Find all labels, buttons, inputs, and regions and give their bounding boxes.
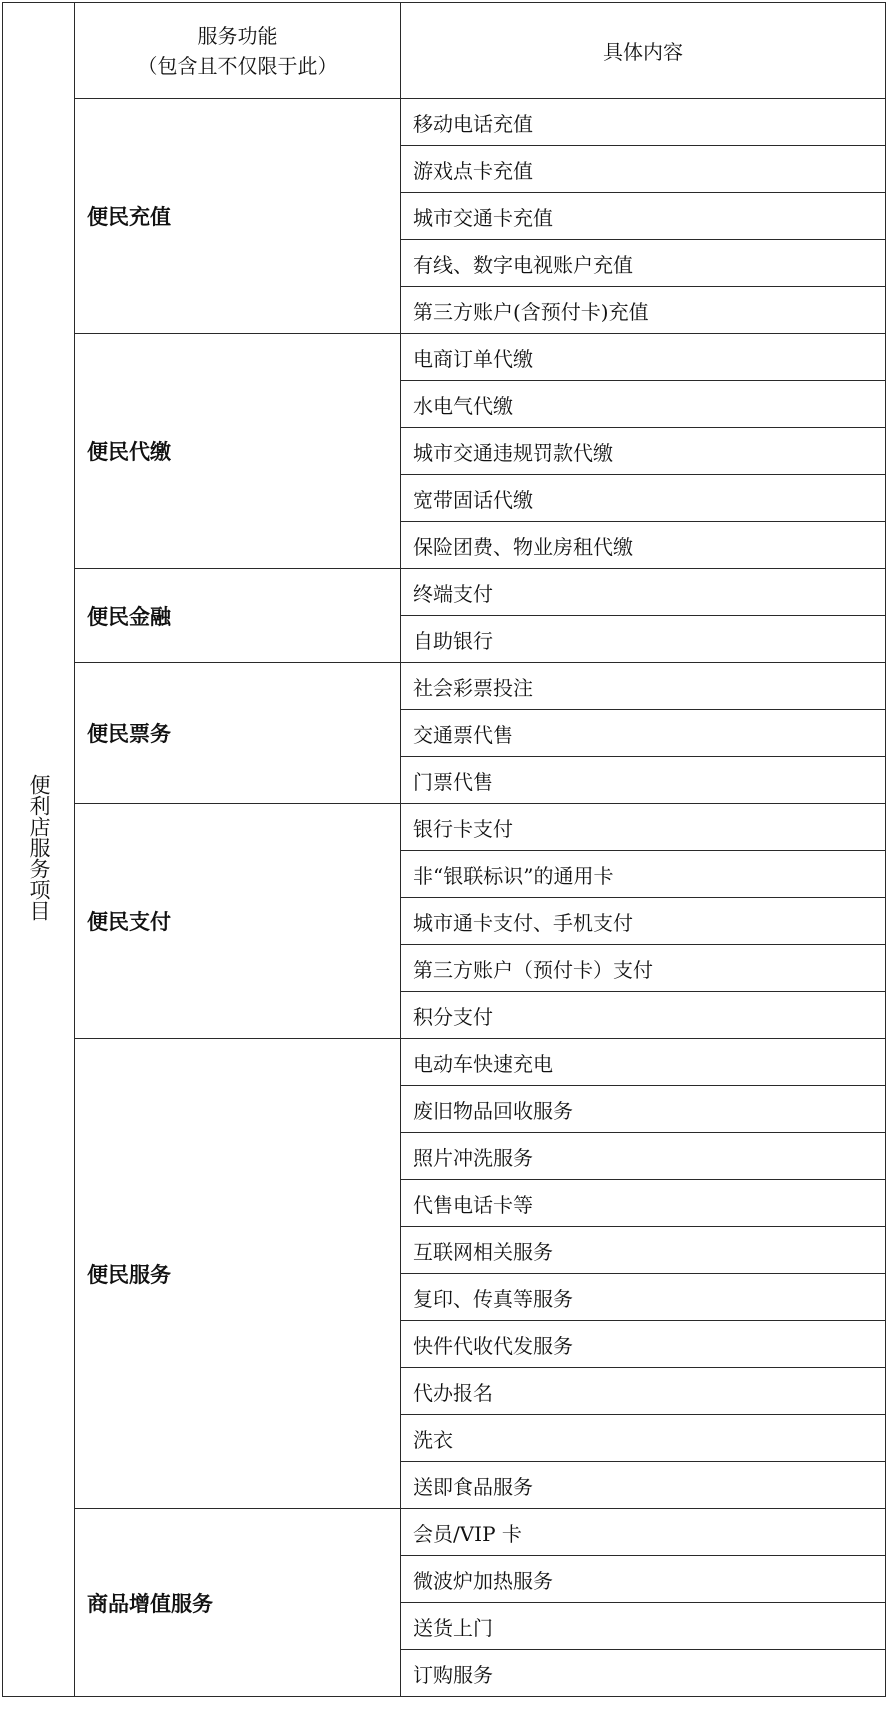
table-row [3, 1039, 886, 1086]
detail-cell: 移动电话充值 [401, 99, 886, 146]
header-function-title: 服务功能 [197, 23, 278, 48]
detail-cell: 第三方账户（预付卡）支付 [401, 945, 886, 992]
detail-cell: 送货上门 [401, 1603, 886, 1650]
detail-cell: 照片冲洗服务 [401, 1133, 886, 1180]
detail-cell: 废旧物品回收服务 [401, 1086, 886, 1133]
header-detail-title: 具体内容 [603, 40, 683, 64]
detail-cell: 积分支付 [401, 992, 886, 1039]
detail-cell: 互联网相关服务 [401, 1227, 886, 1274]
category-cell: 便民服务 [75, 1039, 401, 1509]
table-row [3, 804, 886, 851]
detail-cell: 订购服务 [401, 1650, 886, 1697]
detail-cell: 送即食品服务 [401, 1462, 886, 1509]
detail-cell: 城市交通违规罚款代缴 [401, 428, 886, 475]
header-function-note: （包含且不仅限于此） [137, 53, 338, 78]
detail-cell: 银行卡支付 [401, 804, 886, 851]
detail-cell: 宽带固话代缴 [401, 475, 886, 522]
side-label-cell [3, 3, 75, 1697]
table-body [3, 3, 886, 1697]
table-row [3, 1509, 886, 1556]
category-cell: 便民充值 [75, 99, 401, 334]
detail-cell: 非“银联标识”的通用卡 [401, 851, 886, 898]
category-cell: 便民支付 [75, 804, 401, 1039]
detail-cell: 电动车快速充电 [401, 1039, 886, 1086]
detail-cell: 复印、传真等服务 [401, 1274, 886, 1321]
detail-cell: 交通票代售 [401, 710, 886, 757]
detail-cell: 保险团费、物业房租代缴 [401, 522, 886, 569]
detail-cell: 代售电话卡等 [401, 1180, 886, 1227]
table-row [3, 663, 886, 710]
header-detail-cell [401, 3, 886, 99]
detail-cell: 微波炉加热服务 [401, 1556, 886, 1603]
category-cell: 便民代缴 [75, 334, 401, 569]
service-items-table [2, 2, 886, 1697]
category-cell: 便民金融 [75, 569, 401, 663]
table-row [3, 334, 886, 381]
detail-cell: 城市交通卡充值 [401, 193, 886, 240]
category-cell: 便民票务 [75, 663, 401, 804]
detail-cell: 自助银行 [401, 616, 886, 663]
table-row [3, 99, 886, 146]
detail-cell: 城市通卡支付、手机支付 [401, 898, 886, 945]
detail-cell: 会员/VIP 卡 [401, 1509, 886, 1556]
side-label: 便利店服务项目 [27, 774, 51, 921]
detail-cell: 门票代售 [401, 757, 886, 804]
detail-cell: 有线、数字电视账户充值 [401, 240, 886, 287]
detail-cell: 游戏点卡充值 [401, 146, 886, 193]
header-function-cell [75, 3, 401, 99]
detail-cell: 电商订单代缴 [401, 334, 886, 381]
detail-cell: 快件代收代发服务 [401, 1321, 886, 1368]
header-row [3, 3, 886, 99]
detail-cell: 洗衣 [401, 1415, 886, 1462]
detail-cell: 社会彩票投注 [401, 663, 886, 710]
detail-cell: 水电气代缴 [401, 381, 886, 428]
category-cell: 商品增值服务 [75, 1509, 401, 1697]
detail-cell: 终端支付 [401, 569, 886, 616]
table-row [3, 569, 886, 616]
detail-cell: 第三方账户(含预付卡)充值 [401, 287, 886, 334]
detail-cell: 代办报名 [401, 1368, 886, 1415]
